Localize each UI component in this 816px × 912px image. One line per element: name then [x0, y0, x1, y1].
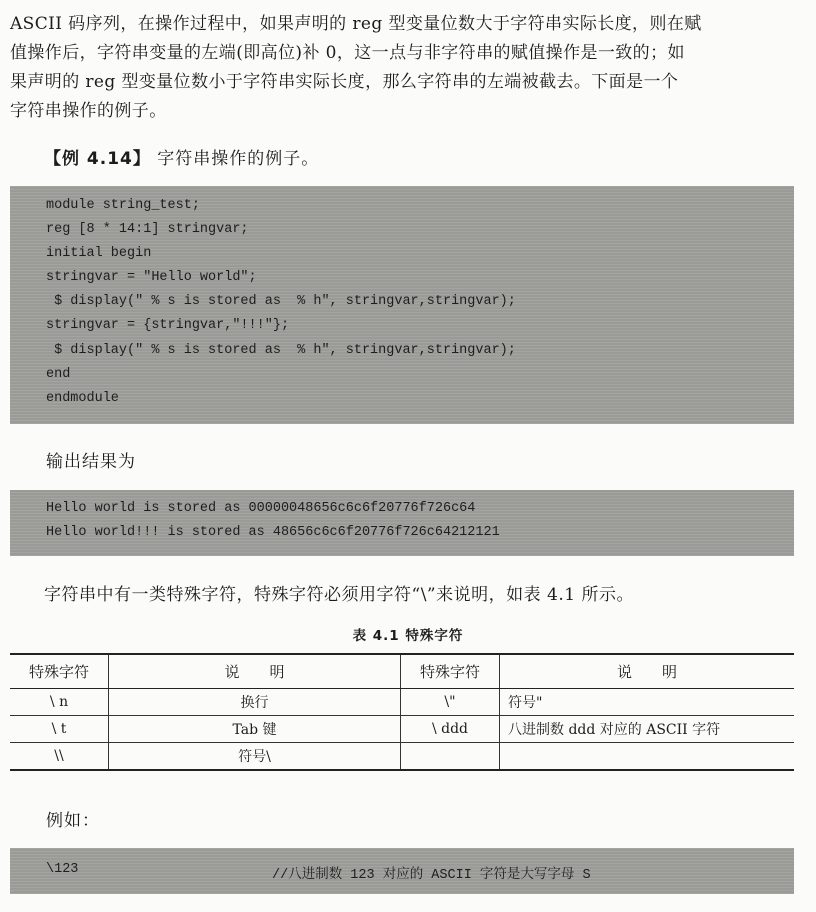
- header-cell: 说 明: [500, 654, 795, 689]
- table-cell: \\: [10, 743, 109, 771]
- body-paragraph: [10, 10, 810, 126]
- example-code: \123: [46, 862, 79, 877]
- table-cell: [401, 743, 500, 771]
- example-title: 字符串操作的例子。: [157, 149, 320, 169]
- table-row: [10, 716, 794, 743]
- example-comment: //八进制数 123 对应的 ASCII 字符是大写字母 S: [272, 868, 591, 883]
- table-cell: [500, 743, 795, 771]
- table-cell: 符号\: [109, 743, 401, 771]
- table-caption: 表 4.1 特殊字符: [352, 628, 464, 644]
- example-number: 【例 4.14】: [44, 149, 151, 169]
- table-cell: 符号": [500, 689, 795, 716]
- code-line: reg [8 * 14:1] stringvar;: [46, 222, 249, 237]
- code-line: stringvar = {stringvar,"!!!"};: [46, 318, 290, 333]
- code-line: stringvar = "Hello world";: [46, 270, 257, 285]
- intro-text: 字符串中有一类特殊字符，特殊字符必须用字符“\”来说明，如表 4.1 所示。: [44, 585, 634, 605]
- output-label: 输出结果为: [46, 452, 136, 472]
- paragraph-line: ASCII 码序列，在操作过程中，如果声明的 reg 型变量位数大于字符串实际长度，则在赋: [10, 14, 702, 34]
- table-cell: Tab 键: [109, 716, 401, 743]
- code-line: initial begin: [46, 246, 152, 261]
- example-heading: [44, 144, 319, 169]
- special-chars-table: [10, 653, 794, 771]
- table-row: [10, 743, 794, 771]
- table-cell: \ n: [10, 689, 109, 716]
- header-cell: 特殊字符: [10, 654, 109, 689]
- header-cell: 特殊字符: [401, 654, 500, 689]
- table-cell: 八进制数 ddd 对应的 ASCII 字符: [500, 716, 795, 743]
- example-label: 例如：: [46, 811, 100, 831]
- code-line: module string_test;: [46, 198, 200, 213]
- code-listing: [10, 186, 794, 424]
- code-line: $ display(" % s is stored as % h", stringvar,stringvar);: [46, 294, 516, 309]
- paragraph-line: 字符串操作的例子。: [10, 101, 167, 121]
- code-line: end: [46, 367, 71, 382]
- table-cell: \": [401, 689, 500, 716]
- table-cell: \ t: [10, 716, 109, 743]
- table-header-row: [10, 654, 794, 689]
- example-code-block: [10, 848, 794, 894]
- table-cell: 换行: [109, 689, 401, 716]
- paragraph-line: 果声明的 reg 型变量位数小于字符串实际长度，那么字符串的左端被截去。下面是一个: [10, 72, 679, 92]
- output-line: Hello world!!! is stored as 48656c6c6f20776f726c64212121: [46, 525, 500, 540]
- table-row: [10, 689, 794, 716]
- output-listing: [10, 490, 794, 556]
- code-line: endmodule: [46, 391, 119, 406]
- paragraph-line: 值操作后，字符串变量的左端(即高位)补 0，这一点与非字符串的赋值操作是一致的；如: [10, 43, 685, 63]
- output-line: Hello world is stored as 00000048656c6c6f20776f726c64: [46, 501, 476, 516]
- code-line: $ display(" % s is stored as % h", stringvar,stringvar);: [46, 343, 516, 358]
- table-cell: \ ddd: [401, 716, 500, 743]
- header-cell: 说 明: [109, 654, 401, 689]
